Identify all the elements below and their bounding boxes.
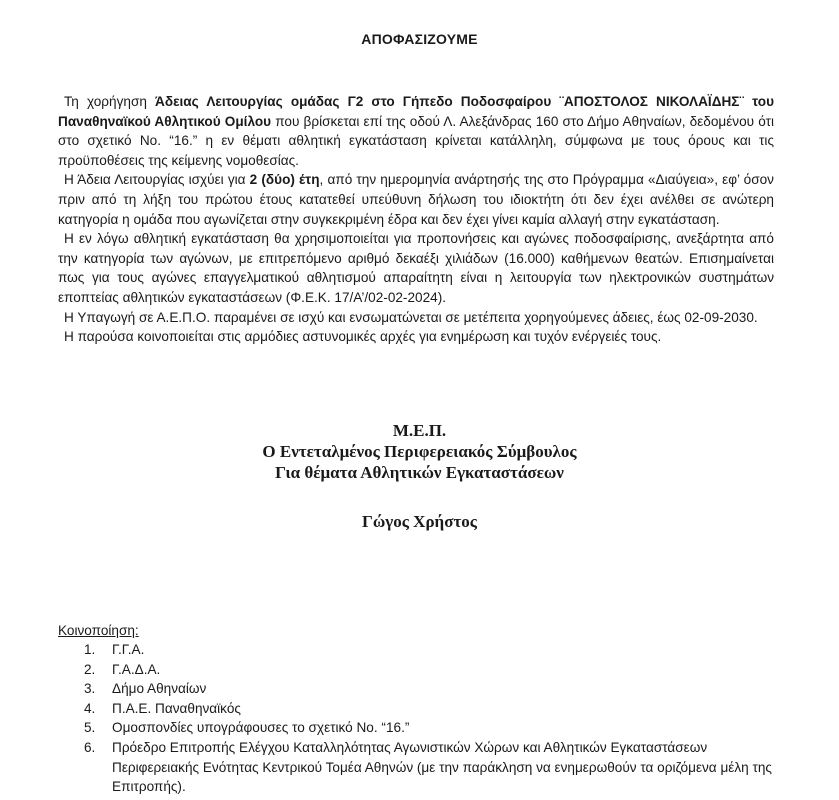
signatory-name: Γώγος Χρήστος	[362, 512, 477, 531]
validity-duration: 2 (δύο) έτη	[249, 172, 320, 188]
decision-heading: ΑΠΟΦΑΣΙΖΟΥΜΕ	[361, 31, 478, 47]
signature-block	[0, 420, 839, 483]
paragraph-validity: Η Άδεια Λειτουργίας ισχύει για 2 (δύο) έτη, από την ημερομηνία ανάρτησής της στο Πρόγραμμα «Διαύγεια», εφ’ όσον πριν από τη λήξη του πρώτου έτους κατατεθεί υπεύθυνη δήλωση του ιδιοκτήτη ότι δεν έχει ανέλθει σε ανώτερη κατηγορία η ομάδα που αγωνίζεται στην συγκεκριμένη έδρα και δεν έχει γίνει καμία αλλαγή στην εγκατάσταση.	[58, 172, 774, 227]
signature-line-2: Ο Εντεταλμένος Περιφερειακός Σύμβουλος	[262, 442, 577, 461]
signature-line-1: Μ.Ε.Π.	[392, 421, 447, 440]
notification-list	[84, 640, 784, 797]
license-grant-bold: Άδειας Λειτουργίας ομάδας Γ2 στο Γήπεδο Ποδοσφαίρου ¨ΑΠΟΣΤΟΛΟΣ ΝΙΚΟΛΑΪΔΗΣ¨ του Παναθηναϊκού Αθλητικού Ομίλου	[58, 94, 774, 129]
paragraph-license-grant: Τη χορήγηση Άδειας Λειτουργίας ομάδας Γ2 στο Γήπεδο Ποδοσφαίρου ¨ΑΠΟΣΤΟΛΟΣ ΝΙΚΟΛΑΪΔΗΣ¨ του Παναθηναϊκού Αθλητικού Ομίλου που βρίσκεται επί της οδού Λ. Αλεξάνδρας 160 στο Δήμο Αθηναίων, δεδομένου ότι στο σχετικό Νο. “16.” η εν θέματι αθλητική εγκατάσταση κρίνεται κατάλληλη, σύμφωνα με τους όρους και τις προϋποθέσεις της κείμενης νομοθεσίας.	[58, 94, 774, 168]
paragraph-aepo: Η Υπαγωγή σε Α.Ε.Π.Ο. παραμένει σε ισχύ και ενσωματώνεται σε μετέπειτα χορηγούμενες άδειες, έως 02-09-2030.	[64, 309, 758, 325]
notification-item: 3. Δήμο Αθηναίων	[84, 681, 207, 697]
decision-body	[58, 92, 774, 347]
notification-item: 2. Γ.Α.Δ.Α.	[84, 661, 161, 677]
notification-item: 6. Πρόεδρο Επιτροπής Ελέγχου Καταλληλότητας Αγωνιστικών Χώρων και Αθλητικών Εγκαταστάσεων Περιφερειακής Ενότητας Κεντρικού Τομέα Αθηνών (με την παράκληση να ενημερωθούν τα οριζόμενα μέλη της Επιτροπής).	[84, 739, 772, 795]
notification-item: 5. Ομοσπονδίες υπογράφουσες το σχετικό Νο. “16.”	[84, 720, 410, 736]
paragraph-capacity: Η εν λόγω αθλητική εγκατάσταση θα χρησιμοποιείται για προπονήσεις και αγώνες ποδοσφαίρισης, ανεξάρτητα από την κατηγορία των αγώνων, με επιτρεπόμενο αριθμό δεκαέξι χιλιάδων (16.000) καθήμενων θεατών. Επισημαίνεται πως για τους αγώνες επαγγελματικού αθλητισμού απαραίτητη είναι η λειτουργία των ηλεκτρονικών συστημάτων εποπτείας αθλητικών εγκαταστάσεων (Φ.Ε.Κ. 17/Α’/02-02-2024).	[58, 231, 774, 305]
notification-title: Κοινοποίηση:	[58, 623, 139, 638]
notification-item: 1. Γ.Γ.Α.	[84, 642, 145, 657]
notification-item: 4. Π.Α.Ε. Παναθηναϊκός	[84, 700, 241, 716]
paragraph-notification-police: Η παρούσα κοινοποιείται στις αρμόδιες αστυνομικές αρχές για ενημέρωση και τυχόν ενέργειές τους.	[64, 329, 662, 345]
signature-line-3: Για θέματα Αθλητικών Εγκαταστάσεων	[275, 463, 564, 482]
